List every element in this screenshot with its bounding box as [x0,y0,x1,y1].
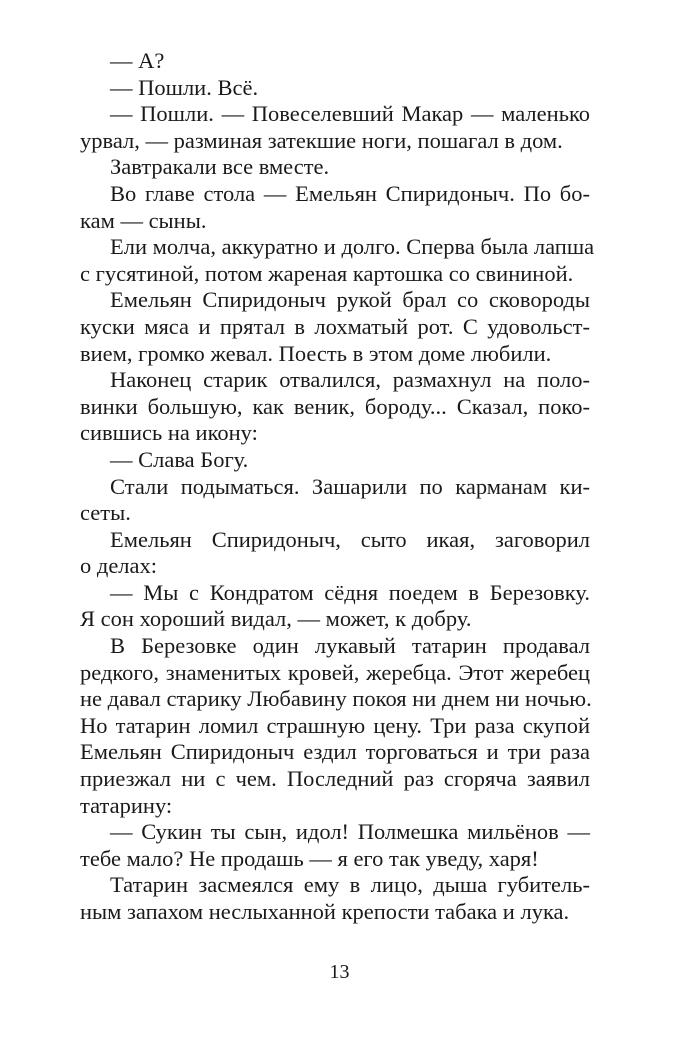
text-line: Ели молча, аккуратно и долго. Сперва была лапша [110,234,595,260]
text-line: с гусятиной, потом жареная картошка со свининой. [80,260,574,286]
text-line: кам — сыны. [80,207,207,233]
text-line: — А? [110,48,165,73]
text-line: куски мяса и прятал в лохматый рот. С удовольст- [80,313,590,339]
text-line: сившись на икону: [80,420,258,446]
text-line: винки большую, как веник, бороду... Сказал, поко- [80,393,590,419]
text-line: Но татарин ломил страшную цену. Три раза скупой [80,712,590,738]
page-number: 13 [329,961,350,983]
text-line: — Слава Богу. [110,446,249,472]
text-line: Я сон хороший видал, — может, к добру. [80,606,472,632]
text-line: приезжал ни с чем. Последний раз сгоряча заявил [80,766,590,792]
text-line: Завтракали все вместе. [110,154,330,180]
text-line: Емельян Спиридоныч, сыто икая, заговорил [110,526,590,552]
text-line: Стали подыматься. Зашарили по карманам ки- [110,473,590,499]
body-text [80,48,595,926]
text-line: редкого, знаменитых кровей, жеребца. Этот жеребец [80,659,590,685]
text-line: Татарин засмеялся ему в лицо, дыша губитель- [110,872,590,898]
text-line: не давал старику Любавину покоя ни днем ни ночью. [80,686,592,712]
text-line: Наконец старик отвалился, размахнул на поло- [110,367,590,393]
text-line: Емельян Спиридоныч ездил торговаться и три раза [80,739,590,765]
text-line: урвал, — разминая затекшие ноги, пошагал в дом. [80,127,563,153]
text-line: сеты. [80,500,131,526]
text-line: В Березовке один лукавый татарин продавал [110,633,590,659]
text-line: — Мы с Кондратом сёдня поедем в Березовку. [110,579,590,605]
text-line: Во главе стола — Емельян Спиридоныч. По бо- [110,180,590,206]
text-line: ным запахом неслыханной крепости табака и лука. [80,899,570,924]
text-line: о делах: [80,553,158,579]
text-line: Емельян Спиридоныч рукой брал со сковороды [110,287,590,313]
text-line: вием, громко жевал. Поесть в этом доме любили. [80,340,552,366]
text-line: — Пошли. Всё. [110,74,259,100]
text-line: татарину: [80,792,173,818]
text-line: — Сукин ты сын, идол! Полмешка мильёнов — [110,819,590,845]
text-line: тебе мало? Не продашь — я его так уведу, харя! [80,845,539,871]
text-line: — Пошли. — Повеселевший Макар — маленько [110,101,590,127]
